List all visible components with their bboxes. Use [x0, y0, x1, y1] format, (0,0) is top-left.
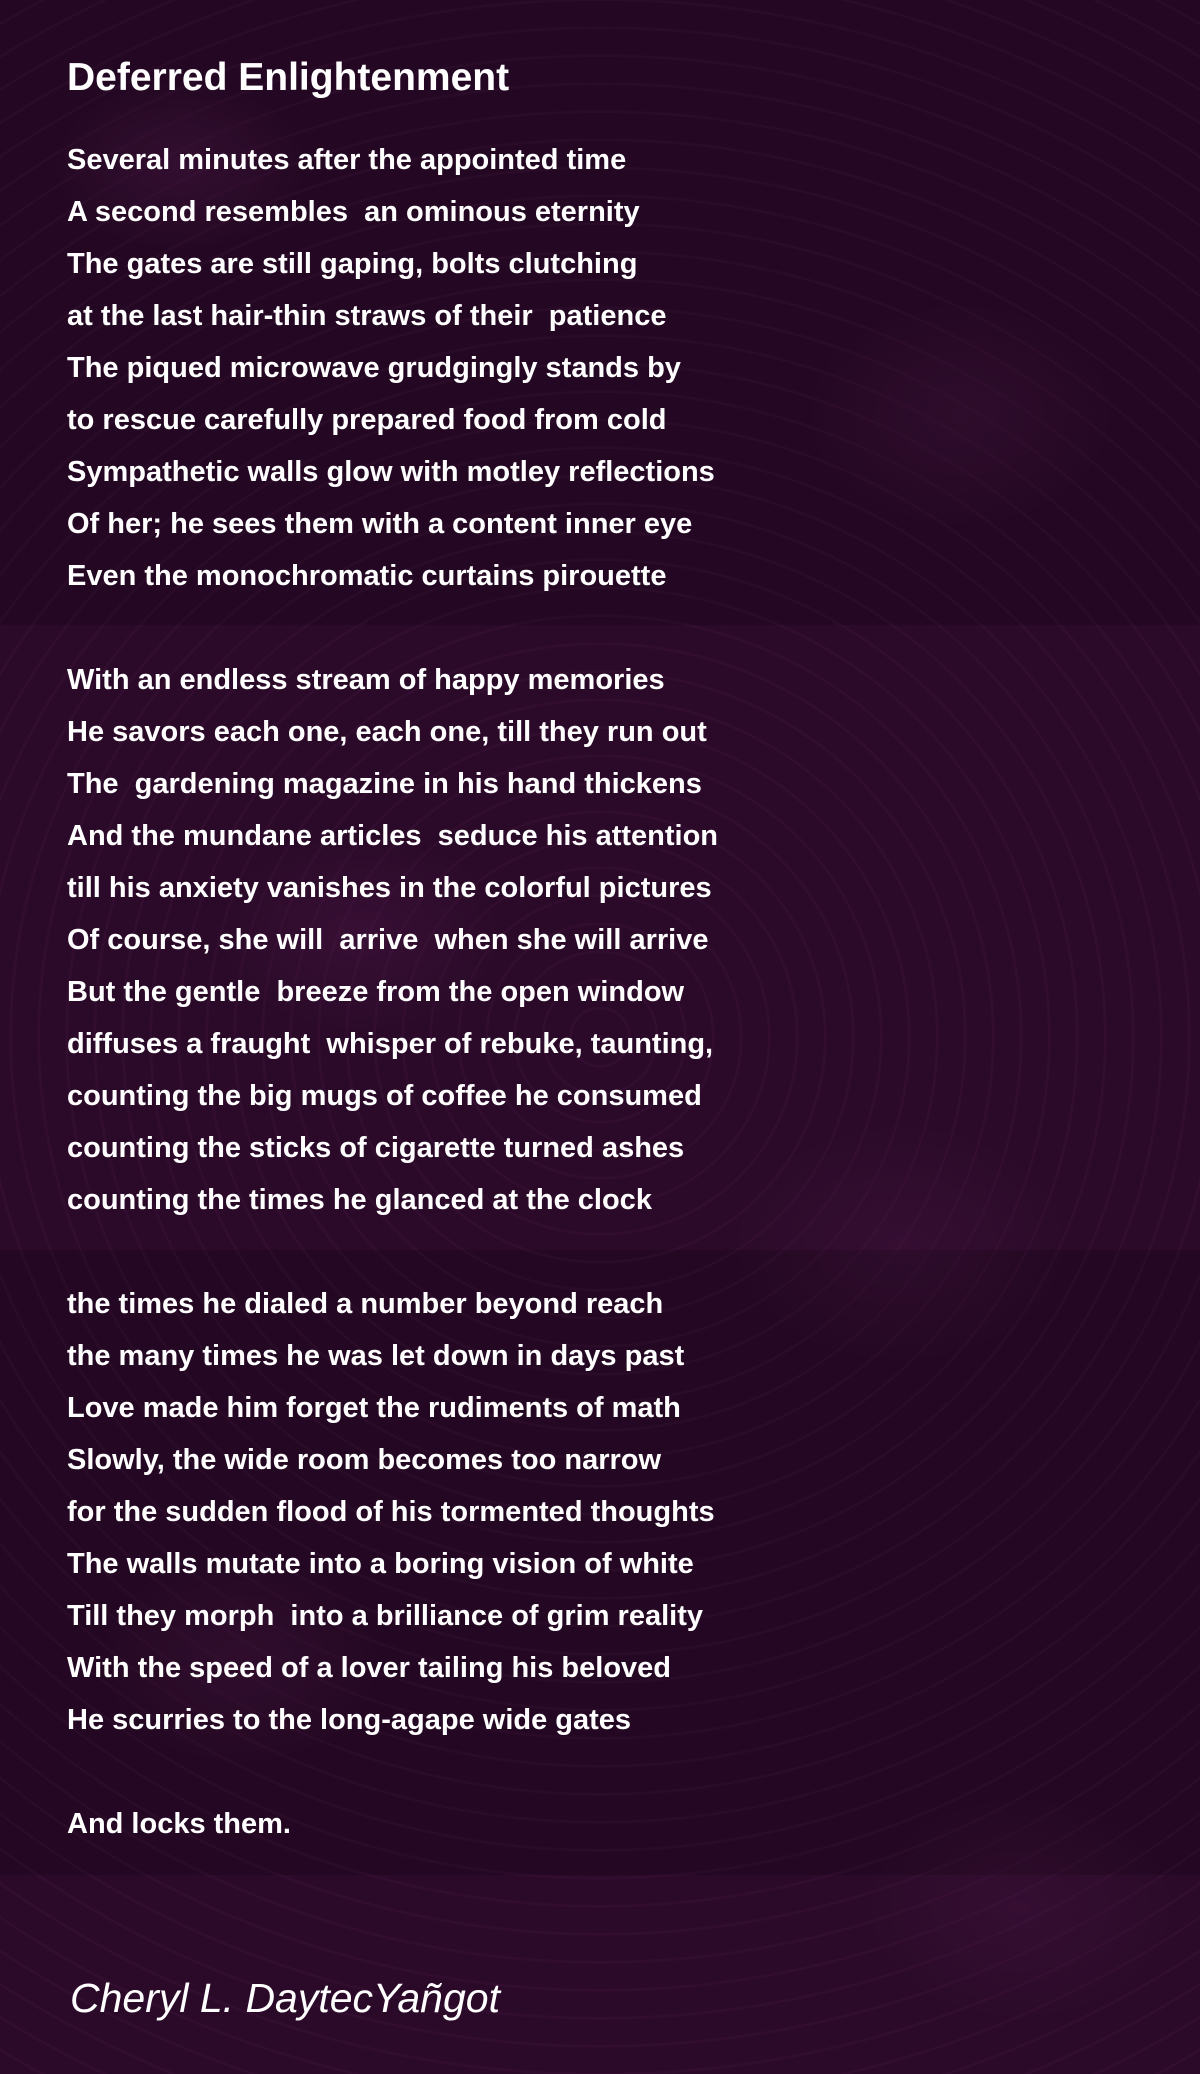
poem-line: With an endless stream of happy memories — [67, 664, 665, 696]
poem-line: The gardening magazine in his hand thickens — [67, 768, 702, 800]
poem-line: Slowly, the wide room becomes too narrow — [67, 1444, 662, 1476]
poem-line: He scurries to the long-agape wide gates — [67, 1704, 632, 1736]
poem-stanza — [67, 1798, 1127, 1850]
poem-line: A second resembles an ominous eternity — [67, 196, 640, 228]
poem-line: counting the big mugs of coffee he consumed — [67, 1080, 702, 1112]
poem-line: counting the times he glanced at the clock — [67, 1184, 652, 1216]
poem-line: He savors each one, each one, till they run out — [67, 716, 707, 748]
poem-title: Deferred Enlightenment — [67, 56, 510, 99]
poem-line: Till they morph into a brilliance of grim reality — [67, 1600, 703, 1632]
poem-stanza — [67, 1278, 1127, 1746]
poem-line: at the last hair-thin straws of their patience — [67, 300, 667, 332]
poem-stanza — [67, 134, 1127, 602]
poem-line: diffuses a fraught whisper of rebuke, taunting, — [67, 1028, 714, 1060]
poem-author: Cheryl L. DaytecYañgot — [70, 1975, 500, 2021]
poem-line: the times he dialed a number beyond reach — [67, 1288, 664, 1320]
poem-stanza — [67, 654, 1127, 1226]
poem-line: Even the monochromatic curtains pirouette — [67, 560, 667, 592]
poem-body — [67, 134, 1127, 1850]
poem-line: And the mundane articles seduce his attention — [67, 820, 719, 852]
poem-line: till his anxiety vanishes in the colorful pictures — [67, 872, 712, 904]
poem-line: Love made him forget the rudiments of math — [67, 1392, 681, 1424]
poem-line: Of her; he sees them with a content inner eye — [67, 508, 693, 540]
poem — [67, 52, 1127, 1850]
poem-line: The walls mutate into a boring vision of white — [67, 1548, 694, 1580]
poem-line: Several minutes after the appointed time — [67, 144, 627, 176]
poem-line: to rescue carefully prepared food from cold — [67, 404, 667, 436]
poem-line: for the sudden flood of his tormented thoughts — [67, 1496, 715, 1528]
poem-line: the many times he was let down in days past — [67, 1340, 685, 1372]
poem-line: But the gentle breeze from the open window — [67, 976, 685, 1008]
poem-line: The gates are still gaping, bolts clutching — [67, 248, 638, 280]
poem-line: Of course, she will arrive when she will arrive — [67, 924, 709, 956]
poem-line: The piqued microwave grudgingly stands by — [67, 352, 681, 384]
poem-line: Sympathetic walls glow with motley reflections — [67, 456, 715, 488]
poem-line: With the speed of a lover tailing his beloved — [67, 1652, 672, 1684]
poem-line: counting the sticks of cigarette turned ashes — [67, 1132, 685, 1164]
poem-line: And locks them. — [67, 1808, 291, 1840]
